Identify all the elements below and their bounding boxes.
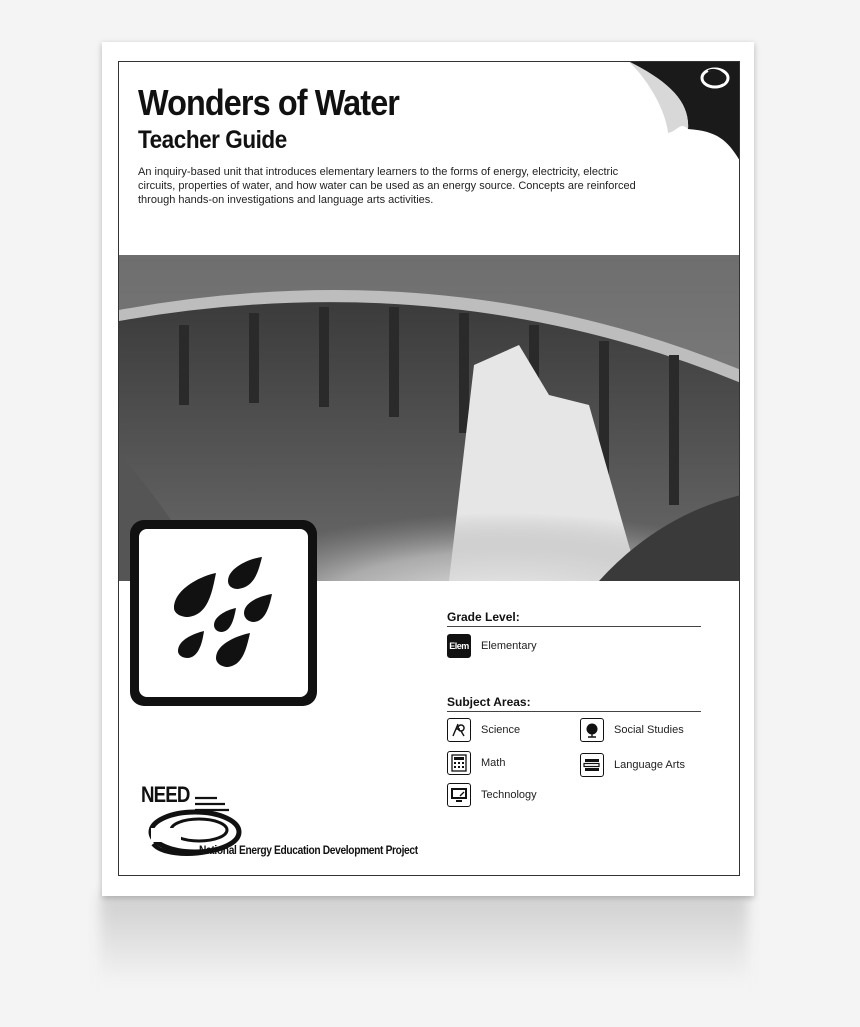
subject-label: Math	[481, 757, 506, 769]
cover-subtitle: Teacher Guide	[138, 126, 287, 154]
subject-math	[447, 751, 505, 775]
subject-technology	[447, 783, 537, 807]
subject-label: Science	[481, 724, 521, 736]
cover-title: Wonders of Water	[138, 82, 400, 123]
subject-label: Social Studies	[614, 724, 684, 736]
subject-language-arts	[580, 753, 685, 777]
need-logo	[141, 782, 421, 862]
science-icon	[447, 718, 471, 742]
calculator-icon	[447, 751, 471, 775]
need-logo-word: NEED	[141, 782, 190, 807]
cover-description: An inquiry-based unit that introduces elementary learners to the forms of energy, electricity, electric circuits, properties of water, and how water can be used as an energy source. Concepts are reinforced through hands-on investigations and language arts activities.	[138, 166, 636, 206]
subject-label: Language Arts	[614, 759, 685, 771]
globe-icon	[580, 718, 604, 742]
page-curl-icon	[628, 61, 740, 161]
grade-level-label: Elementary	[481, 640, 537, 652]
cover-frame	[118, 61, 740, 876]
elem-badge-icon: Elem	[447, 634, 471, 658]
raindrop-icon	[164, 553, 284, 673]
grade-elementary	[447, 634, 537, 658]
subject-social-studies	[580, 718, 684, 742]
subject-areas-heading: Subject Areas:	[447, 695, 701, 712]
booklet-shadow	[100, 895, 748, 985]
need-logo-tagline: National Energy Education Development Project	[199, 843, 418, 857]
grade-level-heading: Grade Level:	[447, 610, 701, 627]
books-icon	[580, 753, 604, 777]
subject-label: Technology	[481, 789, 537, 801]
water-drops-icon	[130, 520, 317, 706]
subject-science	[447, 718, 520, 742]
computer-icon	[447, 783, 471, 807]
